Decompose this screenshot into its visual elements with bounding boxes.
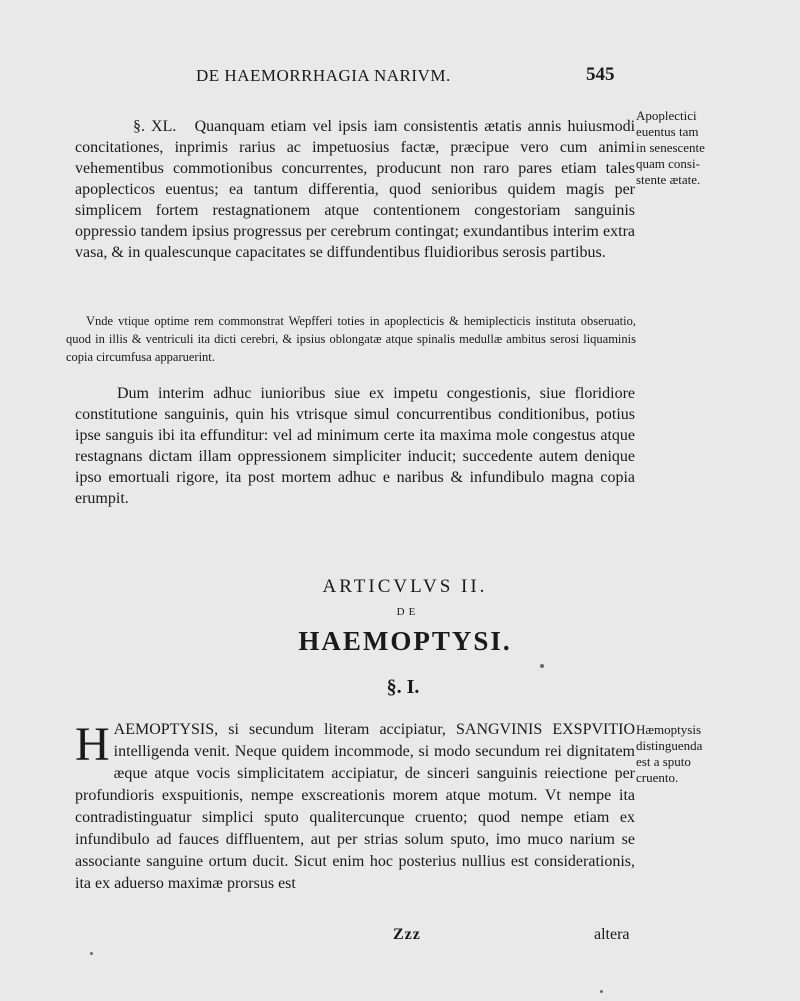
- ink-speck: [540, 664, 544, 668]
- article-section: §. I.: [386, 676, 420, 698]
- margin-line: Apoplectici: [636, 108, 697, 123]
- margin-line: cruento.: [636, 770, 679, 785]
- margin-line: quam consi-: [636, 156, 700, 171]
- margin-note-apoplectici: [636, 108, 786, 188]
- margin-line: euentus tam: [636, 124, 699, 139]
- article-label: ARTICVLVS II.: [322, 576, 488, 597]
- paragraph-text: AEMOPTYSIS, si secundum literam accipiatur, SANGVINIS EXSPVITIO intelligenda venit. Neque quidem incommode, si modo secundum rei dignitatem æque atque vocis simplicitatem accipiatur, de sinceri sanguinis reiectione per profundioris exspuitionis, nempe exscreationis morem atque motum. Vt nempe ita contradistinguatur simplici sputo qualitercunque cruento; quod nempe etiam ex infundibulo ad fauces diffluentem, aut per strias solum sputo, imo muco narium se associante sanguine ortum ducit. Sicut enim hoc posterius nullius est considerationis, ita ex aduerso maximæ prorsus est: [75, 721, 635, 892]
- margin-line: stente ætate.: [636, 172, 701, 187]
- margin-line: est a sputo: [636, 754, 691, 769]
- section-number: §. XL.: [133, 118, 177, 135]
- article-title: HAEMOPTYSI.: [298, 626, 512, 656]
- signature-mark: Zzz: [393, 926, 421, 943]
- article-de: DE: [396, 606, 420, 618]
- running-title: DE HAEMORRHAGIA NARIVM.: [196, 66, 451, 85]
- drop-cap: H: [75, 718, 110, 771]
- margin-note-haemoptysis: [636, 722, 786, 786]
- margin-line: in senescente: [636, 140, 705, 155]
- paragraph-section-xl: [75, 116, 635, 263]
- catchword: altera: [594, 926, 630, 943]
- margin-line: Hæmoptysis: [636, 722, 702, 737]
- page-number: 545: [586, 64, 615, 85]
- footnote-wepfferi: Vnde vtique optime rem commonstrat Wepfferi toties in apoplecticis & hemiplecticis instituta obseruatio, quod in illis & ventriculi ita dicti cerebri, & ipsius oblongatæ atque spinalis medullæ ambitus serosi liquaminis copia circumfusa apparuerint.: [66, 314, 636, 364]
- ink-speck: [600, 990, 603, 993]
- paragraph-dum-interim: Dum interim adhuc iunioribus siue ex impetu congestionis, siue floridiore constitutione sanguinis, quin his vtrisque simul concurrentibus conditionibus, potius ipse sanguis ibi ita effunditur: vel ad minimum certe ita maxima mole congestus atque restagnans dictam illam oppressionem simpliciter inducit; succedente autem denique ipso emortuali rigore, ita post mortem adhuc e naribus & infundibulo magna copia erumpit.: [75, 385, 635, 507]
- margin-line: distinguenda: [636, 738, 703, 753]
- paragraph-text: Quanquam etiam vel ipsis iam consistentis ætatis annis huiusmodi concitationes, inprimis rarius ac impetuosius factæ, præcipue vero cum animi vehementibus commotionibus concurrentes, producunt non raro pares etiam tales apoplecticos euentus; ea tantum differentia, quod senioribus quidem magis per simplicem fortem restagnationem atque contentionem congestoriam sanguinis oppressio tandem ipsius progressus per cerebrum contingat; exundantibus interim extra vasa, & in qualescunque capacitates se diffundentibus fluidioribus serosis partibus.: [75, 118, 636, 261]
- ink-speck: [90, 952, 93, 955]
- paragraph-haemoptysis: [75, 719, 635, 895]
